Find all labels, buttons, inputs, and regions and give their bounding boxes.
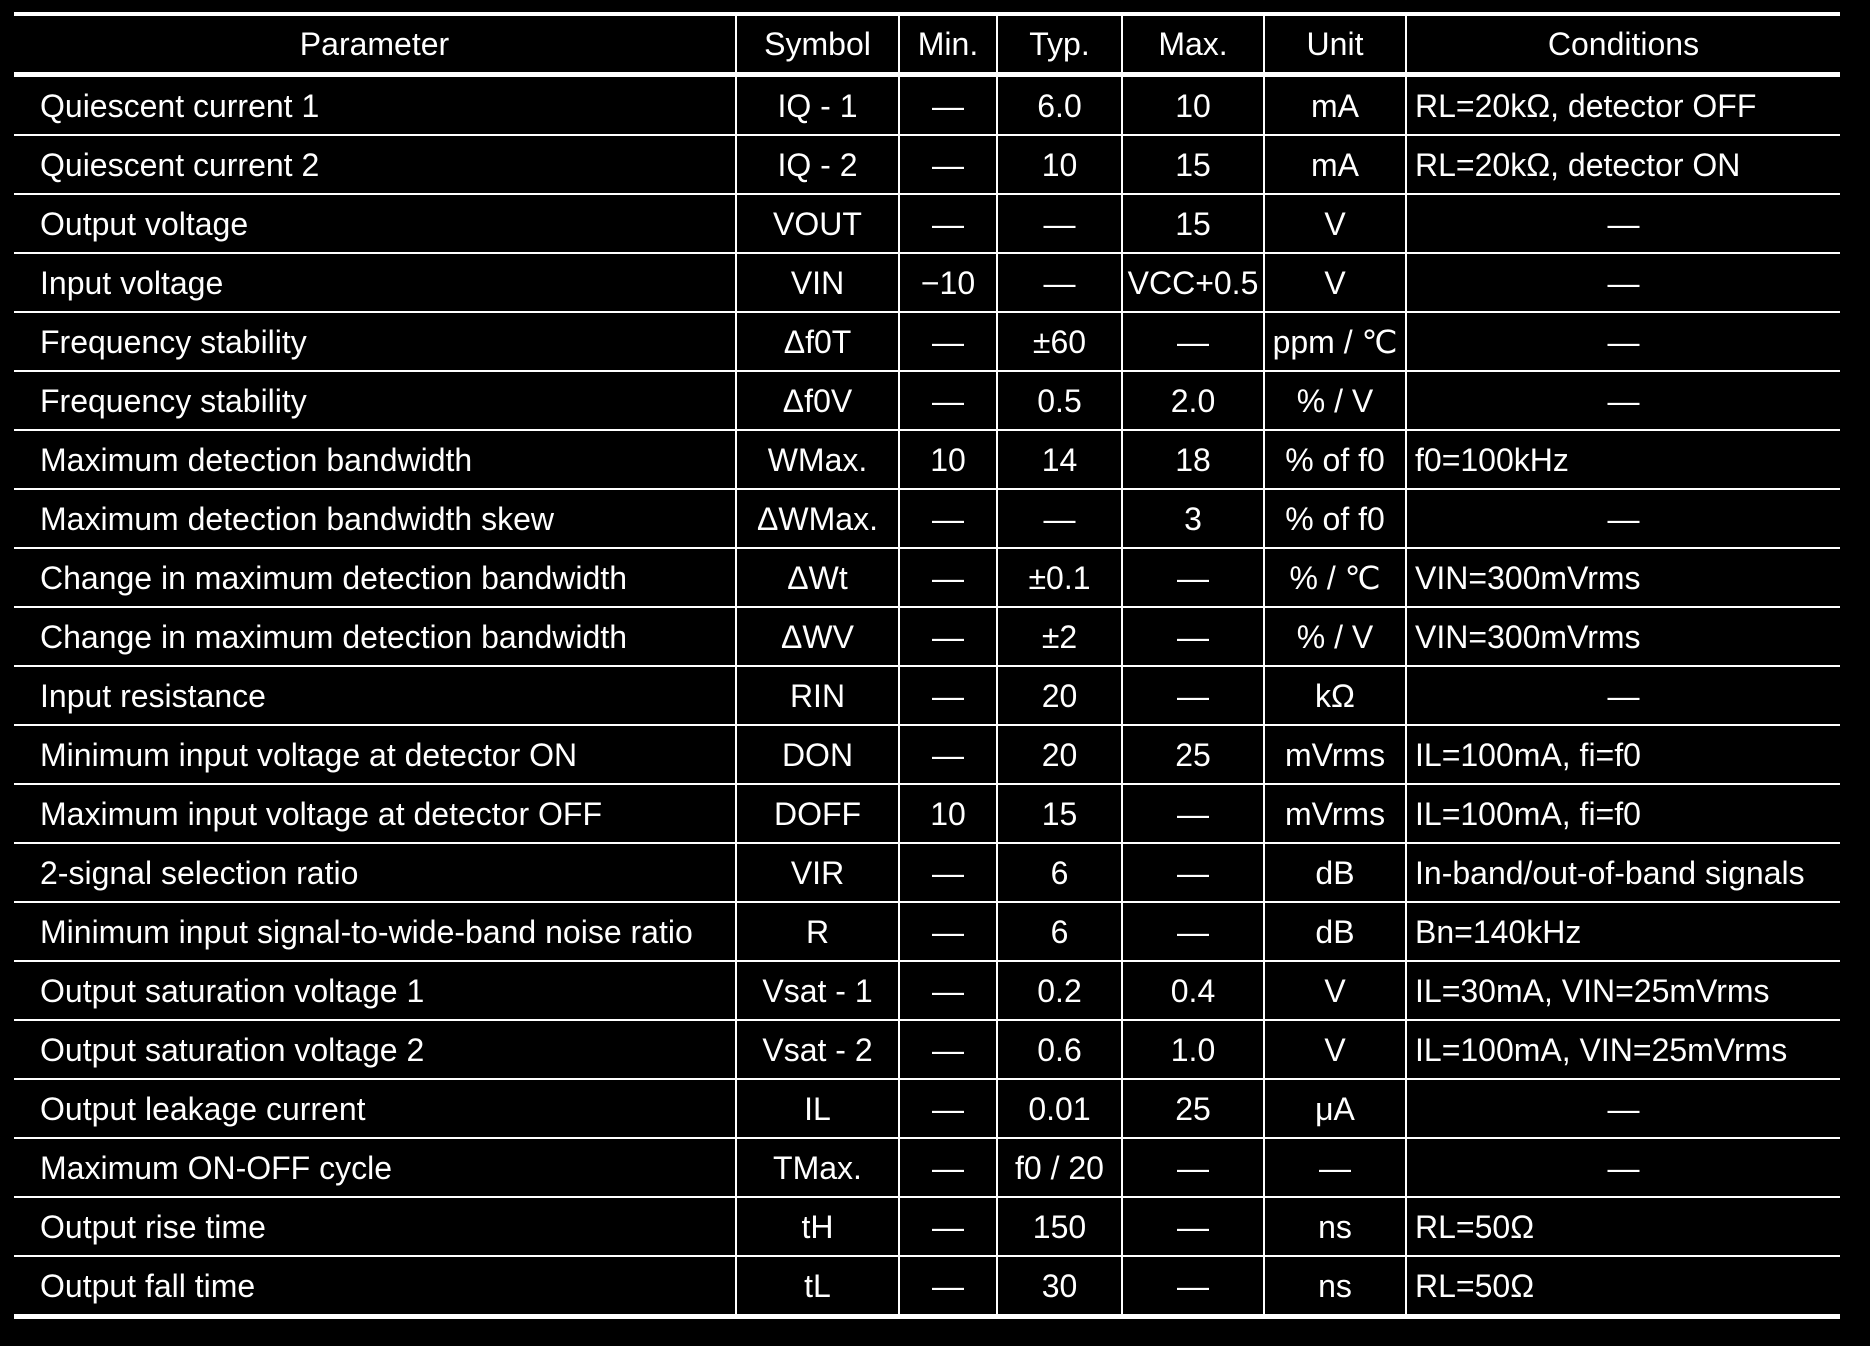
cell-max: 25 — [1122, 1079, 1264, 1138]
column-header-min: Min. — [899, 14, 997, 75]
cell-typ: ±0.1 — [997, 548, 1122, 607]
cell-conditions: Bn=140kHz — [1406, 902, 1840, 961]
cell-parameter: Maximum detection bandwidth skew — [14, 489, 736, 548]
cell-symbol: Δf0T — [736, 312, 899, 371]
cell-max: — — [1122, 607, 1264, 666]
table-row — [14, 725, 1840, 784]
table-row — [14, 430, 1840, 489]
cell-parameter: Frequency stability — [14, 371, 736, 430]
cell-min: — — [899, 1197, 997, 1256]
cell-parameter: Output leakage current — [14, 1079, 736, 1138]
cell-conditions: RL=20kΩ, detector OFF — [1406, 75, 1840, 136]
cell-max: — — [1122, 1138, 1264, 1197]
cell-typ: 0.01 — [997, 1079, 1122, 1138]
cell-min: — — [899, 312, 997, 371]
cell-conditions: RL=20kΩ, detector ON — [1406, 135, 1840, 194]
cell-parameter: Output voltage — [14, 194, 736, 253]
table-row — [14, 607, 1840, 666]
cell-min: — — [899, 961, 997, 1020]
cell-typ: 20 — [997, 666, 1122, 725]
column-header-unit: Unit — [1264, 14, 1406, 75]
cell-min: — — [899, 725, 997, 784]
cell-conditions: — — [1406, 1138, 1840, 1197]
column-header-parameter: Parameter — [14, 14, 736, 75]
cell-conditions: f0=100kHz — [1406, 430, 1840, 489]
cell-min: — — [899, 843, 997, 902]
cell-symbol: VIN — [736, 253, 899, 312]
cell-max: — — [1122, 1197, 1264, 1256]
cell-max: — — [1122, 784, 1264, 843]
table-row — [14, 1020, 1840, 1079]
cell-parameter: Minimum input voltage at detector ON — [14, 725, 736, 784]
table-row — [14, 902, 1840, 961]
cell-typ: 0.2 — [997, 961, 1122, 1020]
cell-min: — — [899, 607, 997, 666]
cell-symbol: DOFF — [736, 784, 899, 843]
cell-min: — — [899, 194, 997, 253]
cell-conditions: — — [1406, 489, 1840, 548]
cell-min: — — [899, 1138, 997, 1197]
cell-max: VCC+0.5 — [1122, 253, 1264, 312]
table-row — [14, 371, 1840, 430]
table-row — [14, 312, 1840, 371]
cell-symbol: ΔWMax. — [736, 489, 899, 548]
cell-typ: — — [997, 253, 1122, 312]
cell-parameter: Quiescent current 2 — [14, 135, 736, 194]
cell-typ: — — [997, 194, 1122, 253]
cell-conditions: VIN=300mVrms — [1406, 548, 1840, 607]
cell-symbol: ΔWt — [736, 548, 899, 607]
cell-unit: dB — [1264, 902, 1406, 961]
cell-max: 10 — [1122, 75, 1264, 136]
cell-unit: % of f0 — [1264, 489, 1406, 548]
cell-conditions: RL=50Ω — [1406, 1256, 1840, 1317]
cell-parameter: Maximum detection bandwidth — [14, 430, 736, 489]
table-body — [14, 75, 1840, 1317]
table-row — [14, 666, 1840, 725]
table-row — [14, 843, 1840, 902]
table-row — [14, 548, 1840, 607]
cell-parameter: Change in maximum detection bandwidth — [14, 607, 736, 666]
cell-max: 15 — [1122, 135, 1264, 194]
cell-conditions: RL=50Ω — [1406, 1197, 1840, 1256]
cell-parameter: Input resistance — [14, 666, 736, 725]
cell-max: — — [1122, 902, 1264, 961]
cell-parameter: 2-signal selection ratio — [14, 843, 736, 902]
cell-unit: dB — [1264, 843, 1406, 902]
cell-max: — — [1122, 1256, 1264, 1317]
cell-unit: — — [1264, 1138, 1406, 1197]
cell-parameter: Change in maximum detection bandwidth — [14, 548, 736, 607]
cell-typ: 0.6 — [997, 1020, 1122, 1079]
cell-parameter: Frequency stability — [14, 312, 736, 371]
table-row — [14, 1079, 1840, 1138]
cell-conditions: VIN=300mVrms — [1406, 607, 1840, 666]
cell-typ: ±2 — [997, 607, 1122, 666]
cell-max: — — [1122, 312, 1264, 371]
cell-symbol: DON — [736, 725, 899, 784]
cell-min: — — [899, 902, 997, 961]
cell-min: — — [899, 1020, 997, 1079]
cell-unit: % / ℃ — [1264, 548, 1406, 607]
cell-conditions: — — [1406, 1079, 1840, 1138]
cell-conditions: IL=100mA, fi=f0 — [1406, 784, 1840, 843]
cell-typ: 15 — [997, 784, 1122, 843]
cell-unit: mVrms — [1264, 784, 1406, 843]
cell-symbol: ΔWV — [736, 607, 899, 666]
table-row — [14, 75, 1840, 136]
column-header-max: Max. — [1122, 14, 1264, 75]
cell-conditions: IL=30mA, VIN=25mVrms — [1406, 961, 1840, 1020]
cell-parameter: Output rise time — [14, 1197, 736, 1256]
cell-symbol: IQ - 2 — [736, 135, 899, 194]
cell-min: −10 — [899, 253, 997, 312]
cell-symbol: tL — [736, 1256, 899, 1317]
cell-conditions: IL=100mA, fi=f0 — [1406, 725, 1840, 784]
table-row — [14, 961, 1840, 1020]
cell-symbol: IL — [736, 1079, 899, 1138]
cell-max: — — [1122, 666, 1264, 725]
cell-symbol: R — [736, 902, 899, 961]
cell-unit: mVrms — [1264, 725, 1406, 784]
cell-parameter: Output saturation voltage 1 — [14, 961, 736, 1020]
table-row — [14, 135, 1840, 194]
column-header-conditions: Conditions — [1406, 14, 1840, 75]
cell-min: — — [899, 371, 997, 430]
cell-symbol: Δf0V — [736, 371, 899, 430]
cell-conditions: IL=100mA, VIN=25mVrms — [1406, 1020, 1840, 1079]
table-row — [14, 1256, 1840, 1317]
cell-typ: — — [997, 489, 1122, 548]
cell-unit: μA — [1264, 1079, 1406, 1138]
cell-min: — — [899, 666, 997, 725]
cell-typ: 150 — [997, 1197, 1122, 1256]
cell-symbol: VOUT — [736, 194, 899, 253]
cell-max: — — [1122, 548, 1264, 607]
cell-unit: % of f0 — [1264, 430, 1406, 489]
cell-typ: 30 — [997, 1256, 1122, 1317]
cell-min: — — [899, 1079, 997, 1138]
cell-typ: f0 / 20 — [997, 1138, 1122, 1197]
cell-symbol: TMax. — [736, 1138, 899, 1197]
cell-unit: V — [1264, 194, 1406, 253]
cell-parameter: Output saturation voltage 2 — [14, 1020, 736, 1079]
cell-conditions: In-band/out-of-band signals — [1406, 843, 1840, 902]
cell-typ: 6 — [997, 843, 1122, 902]
table-row — [14, 784, 1840, 843]
cell-unit: mA — [1264, 135, 1406, 194]
cell-min: 10 — [899, 784, 997, 843]
cell-max: 18 — [1122, 430, 1264, 489]
cell-max: 2.0 — [1122, 371, 1264, 430]
cell-unit: ppm / ℃ — [1264, 312, 1406, 371]
cell-unit: ns — [1264, 1197, 1406, 1256]
cell-typ: 6.0 — [997, 75, 1122, 136]
cell-typ: 14 — [997, 430, 1122, 489]
table-row — [14, 1197, 1840, 1256]
cell-symbol: Vsat - 1 — [736, 961, 899, 1020]
table-row — [14, 1138, 1840, 1197]
cell-min: — — [899, 548, 997, 607]
cell-conditions: — — [1406, 312, 1840, 371]
cell-conditions: — — [1406, 194, 1840, 253]
column-header-typ: Typ. — [997, 14, 1122, 75]
cell-max: 25 — [1122, 725, 1264, 784]
header-row — [14, 14, 1840, 75]
cell-unit: V — [1264, 253, 1406, 312]
cell-parameter: Quiescent current 1 — [14, 75, 736, 136]
cell-parameter: Maximum ON-OFF cycle — [14, 1138, 736, 1197]
cell-unit: % / V — [1264, 371, 1406, 430]
cell-min: — — [899, 1256, 997, 1317]
cell-min: — — [899, 489, 997, 548]
cell-max: 3 — [1122, 489, 1264, 548]
cell-symbol: tH — [736, 1197, 899, 1256]
cell-symbol: RIN — [736, 666, 899, 725]
column-header-symbol: Symbol — [736, 14, 899, 75]
cell-unit: V — [1264, 1020, 1406, 1079]
cell-conditions: — — [1406, 666, 1840, 725]
cell-min: — — [899, 135, 997, 194]
cell-max: 0.4 — [1122, 961, 1264, 1020]
cell-conditions: — — [1406, 253, 1840, 312]
cell-max: — — [1122, 843, 1264, 902]
cell-symbol: Vsat - 2 — [736, 1020, 899, 1079]
cell-min: — — [899, 75, 997, 136]
cell-symbol: IQ - 1 — [736, 75, 899, 136]
cell-unit: mA — [1264, 75, 1406, 136]
cell-typ: 0.5 — [997, 371, 1122, 430]
cell-unit: kΩ — [1264, 666, 1406, 725]
cell-unit: V — [1264, 961, 1406, 1020]
table-row — [14, 253, 1840, 312]
cell-max: 1.0 — [1122, 1020, 1264, 1079]
table-row — [14, 489, 1840, 548]
cell-parameter: Maximum input voltage at detector OFF — [14, 784, 736, 843]
table-row — [14, 194, 1840, 253]
cell-typ: 10 — [997, 135, 1122, 194]
cell-typ: ±60 — [997, 312, 1122, 371]
cell-symbol: WMax. — [736, 430, 899, 489]
cell-typ: 20 — [997, 725, 1122, 784]
electrical-characteristics-table — [14, 12, 1840, 1319]
cell-typ: 6 — [997, 902, 1122, 961]
cell-unit: ns — [1264, 1256, 1406, 1317]
cell-parameter: Output fall time — [14, 1256, 736, 1317]
cell-conditions: — — [1406, 371, 1840, 430]
cell-parameter: Minimum input signal-to-wide-band noise ratio — [14, 902, 736, 961]
cell-unit: % / V — [1264, 607, 1406, 666]
cell-max: 15 — [1122, 194, 1264, 253]
cell-symbol: VIR — [736, 843, 899, 902]
cell-min: 10 — [899, 430, 997, 489]
cell-parameter: Input voltage — [14, 253, 736, 312]
